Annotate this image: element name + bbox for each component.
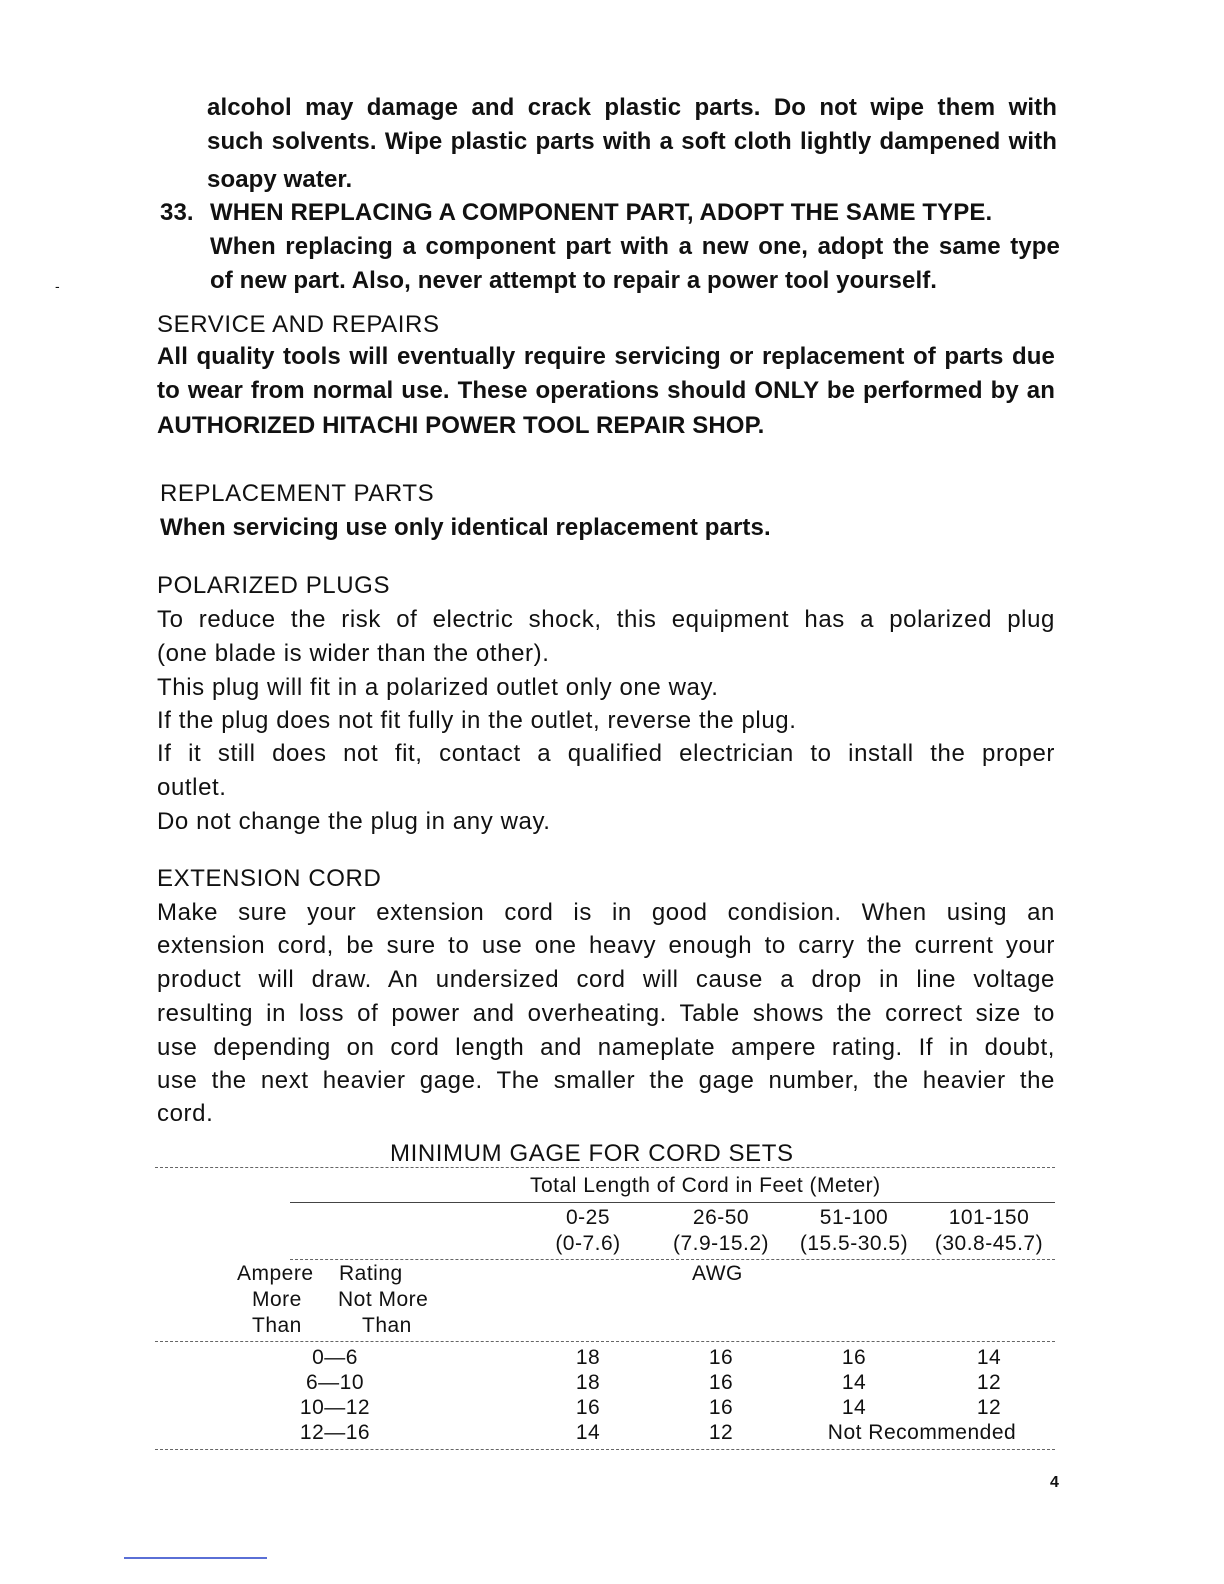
table-rule-header (155, 1341, 1055, 1342)
row-1-col-1: 18 (575, 1346, 601, 1369)
polarized-line-3: This plug will fit in a polarized outlet only one way. (157, 674, 719, 701)
service-line-1: All quality tools will eventually require servicing or replacement of parts due (157, 343, 1055, 370)
replacement-line-1: When servicing use only identical replacement parts. (160, 514, 771, 541)
length-col-3-meter: (15.5-30.5) (799, 1232, 909, 1255)
item-33-line-1: When replacing a component part with a new one, adopt the same type (210, 233, 1060, 260)
extension-line-3: product will draw. An undersized cord will cause a drop in line voltage (157, 966, 1055, 993)
polarized-line-6: outlet. (157, 774, 227, 801)
table-rule-length (290, 1202, 1055, 1203)
polarized-line-5: If it still does not fit, contact a qualified electrician to install the proper (157, 740, 1055, 767)
table-rule-bottom (155, 1449, 1055, 1450)
row-1-col-4: 14 (976, 1346, 1002, 1369)
polarized-line-4: If the plug does not fit fully in the outlet, reverse the plug. (157, 707, 797, 734)
more-header-2: Than (252, 1314, 302, 1337)
intro-line-1: alcohol may damage and crack plastic parts. Do not wipe them with (207, 94, 1057, 121)
extension-line-4: resulting in loss of power and overheating. Table shows the correct size to (157, 1000, 1055, 1027)
length-col-4-meter: (30.8-45.7) (934, 1232, 1044, 1255)
not-more-header-1: Not More (338, 1288, 429, 1311)
row-2-col-4: 12 (976, 1371, 1002, 1394)
extension-line-2: extension cord, be sure to use one heavy enough to carry the current your (157, 932, 1055, 959)
row-1-col-3: 16 (841, 1346, 867, 1369)
row-1-range: 0—6 (312, 1346, 358, 1369)
extension-line-6: use the next heavier gage. The smaller the gage number, the heavier the (157, 1067, 1055, 1094)
row-3-col-2: 16 (708, 1396, 734, 1419)
row-2-col-1: 18 (575, 1371, 601, 1394)
row-4-range: 12—16 (299, 1421, 371, 1444)
row-3-col-1: 16 (575, 1396, 601, 1419)
length-col-1-feet: 0-25 (565, 1206, 611, 1229)
length-col-1-meter: (0-7.6) (555, 1232, 621, 1255)
polarized-line-1: To reduce the risk of electric shock, this equipment has a polarized plug (157, 606, 1055, 633)
polarized-line-2: (one blade is wider than the other). (157, 640, 550, 667)
length-col-4-feet: 101-150 (948, 1206, 1030, 1229)
ampere-header: Ampere (237, 1262, 314, 1285)
more-header-1: More (252, 1288, 302, 1311)
replacement-heading: REPLACEMENT PARTS (160, 480, 435, 507)
polarized-line-7: Do not change the plug in any way. (157, 808, 551, 835)
item-33-number: 33. (160, 199, 194, 226)
extension-heading: EXTENSION CORD (157, 865, 382, 892)
extension-line-1: Make sure your extension cord is in good condision. When using an (157, 899, 1055, 926)
row-4-col-1: 14 (575, 1421, 601, 1444)
row-3-range: 10—12 (299, 1396, 371, 1419)
margin-dash-mark: - (55, 278, 60, 294)
service-heading: SERVICE AND REPAIRS (157, 311, 440, 338)
bottom-edge-mark (124, 1557, 267, 1559)
item-33-heading: WHEN REPLACING A COMPONENT PART, ADOPT THE SAME TYPE. (210, 199, 993, 226)
row-2-range: 6—10 (305, 1371, 365, 1394)
item-33-line-2: of new part. Also, never attempt to repair a power tool yourself. (210, 267, 938, 294)
extension-line-7: cord. (157, 1100, 214, 1127)
row-4-not-recommended: Not Recommended (827, 1421, 1017, 1444)
row-1-col-2: 16 (708, 1346, 734, 1369)
length-col-2-meter: (7.9-15.2) (672, 1232, 770, 1255)
rating-header: Rating (339, 1262, 403, 1285)
length-col-3-feet: 51-100 (819, 1206, 889, 1229)
not-more-header-2: Than (362, 1314, 412, 1337)
polarized-heading: POLARIZED PLUGS (157, 572, 391, 599)
row-3-col-4: 12 (976, 1396, 1002, 1419)
table-rule-columns (290, 1259, 1055, 1260)
length-header: Total Length of Cord in Feet (Meter) (530, 1174, 881, 1197)
extension-line-5: use depending on cord length and nameplate ampere rating. If in doubt, (157, 1034, 1055, 1061)
service-line-2: to wear from normal use. These operations should ONLY be performed by an (157, 377, 1055, 404)
page-number: 4 (1050, 1474, 1059, 1491)
row-2-col-3: 14 (841, 1371, 867, 1394)
table-title: MINIMUM GAGE FOR CORD SETS (390, 1140, 794, 1167)
row-2-col-2: 16 (708, 1371, 734, 1394)
row-3-col-3: 14 (841, 1396, 867, 1419)
table-rule-top (155, 1167, 1055, 1168)
intro-line-2: such solvents. Wipe plastic parts with a soft cloth lightly dampened with (207, 128, 1057, 155)
awg-header: AWG (692, 1262, 743, 1285)
service-line-3: AUTHORIZED HITACHI POWER TOOL REPAIR SHOP. (157, 412, 765, 439)
intro-line-3: soapy water. (207, 166, 353, 193)
row-4-col-2: 12 (708, 1421, 734, 1444)
length-col-2-feet: 26-50 (692, 1206, 750, 1229)
